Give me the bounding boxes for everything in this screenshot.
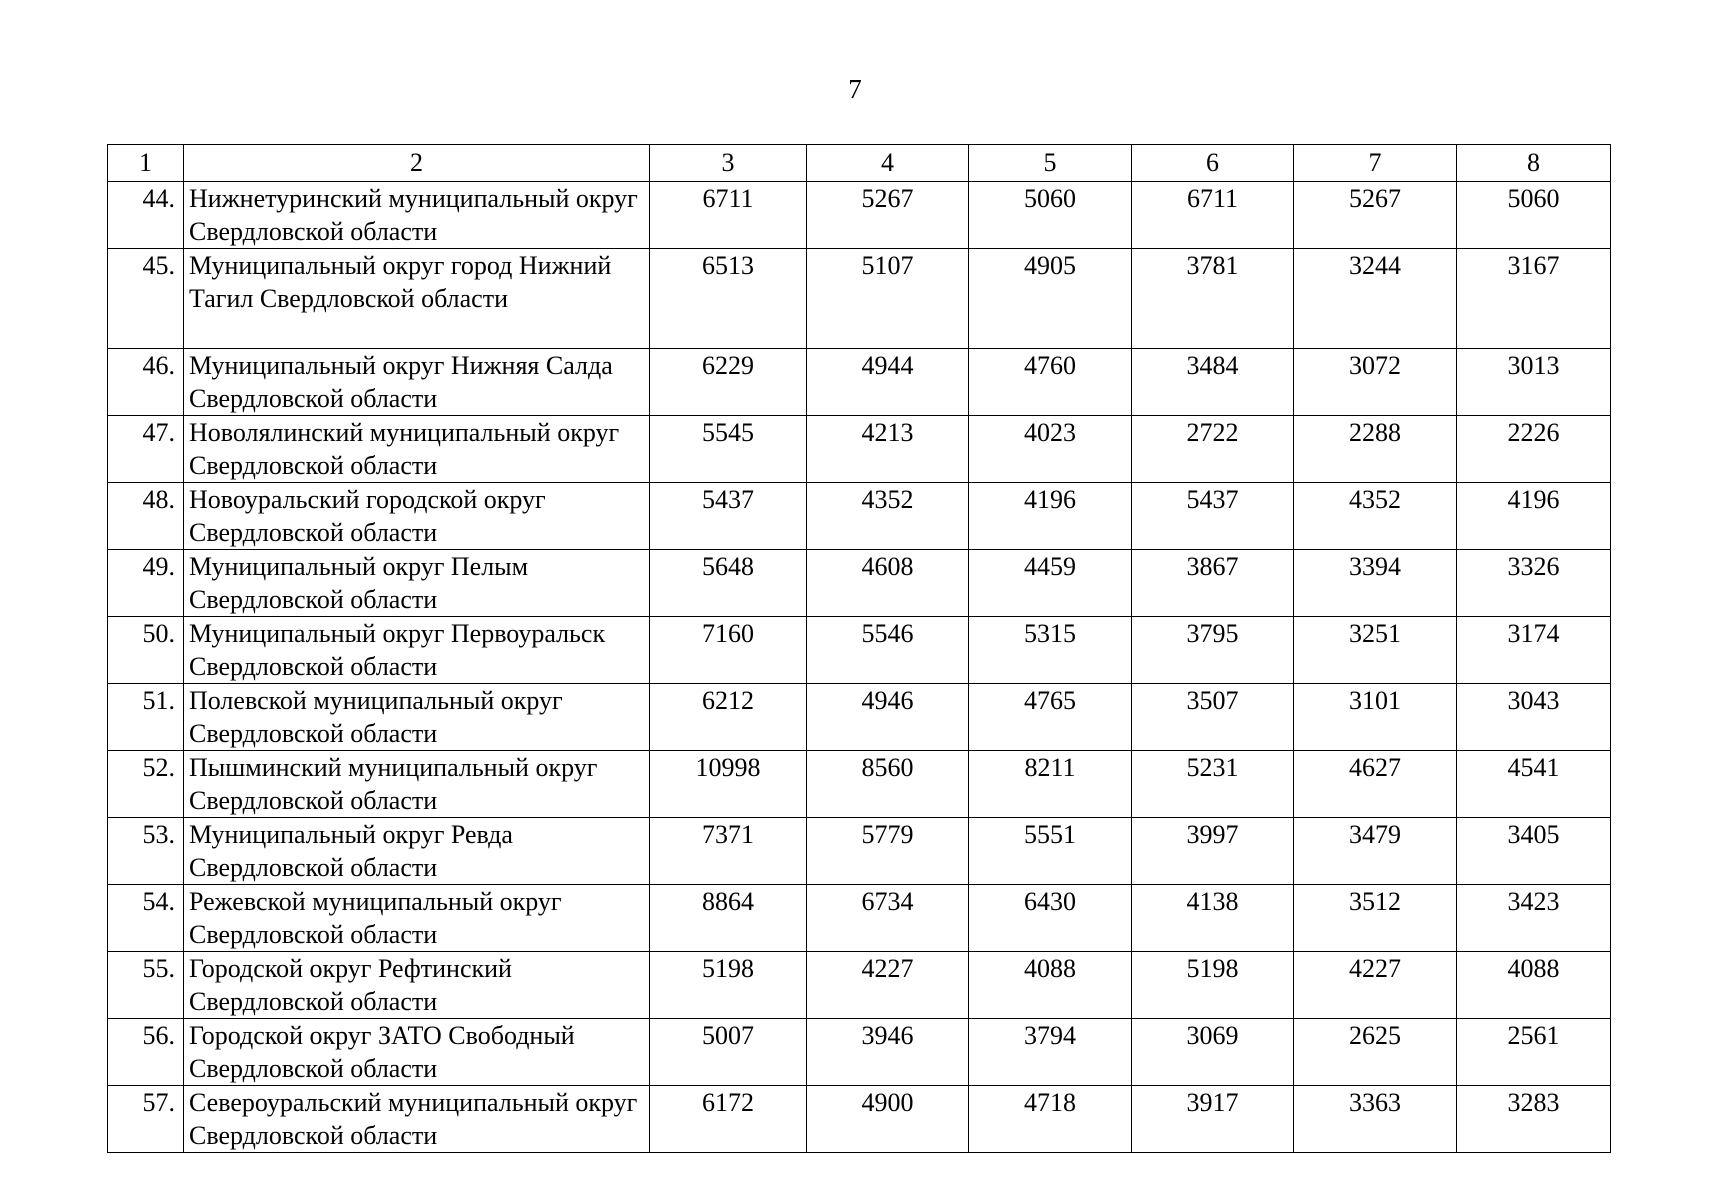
municipality-name: Новоуральский городской округ Свердловской области: [184, 483, 650, 550]
table-row: [108, 684, 1611, 751]
value-cell: 7160: [650, 617, 807, 684]
row-number: 47.: [108, 416, 184, 483]
table-header-row: [108, 145, 1611, 182]
value-cell: 3069: [1132, 1019, 1294, 1086]
column-header: 2: [184, 145, 650, 182]
row-number: 45.: [108, 249, 184, 349]
data-table: [107, 144, 1611, 1153]
value-cell: 3794: [969, 1019, 1132, 1086]
value-cell: 2625: [1294, 1019, 1457, 1086]
value-cell: 4352: [1294, 483, 1457, 550]
value-cell: 6229: [650, 349, 807, 416]
table-row: [108, 1086, 1611, 1153]
value-cell: 5779: [807, 818, 969, 885]
value-cell: 3174: [1457, 617, 1611, 684]
value-cell: 4905: [969, 249, 1132, 349]
table-row: [108, 416, 1611, 483]
value-cell: 4227: [807, 952, 969, 1019]
municipality-name: Городской округ Рефтинский Свердловской области: [184, 952, 650, 1019]
value-cell: 3867: [1132, 550, 1294, 617]
table-row: [108, 751, 1611, 818]
column-header: 5: [969, 145, 1132, 182]
value-cell: 3251: [1294, 617, 1457, 684]
value-cell: 4227: [1294, 952, 1457, 1019]
value-cell: 6711: [1132, 182, 1294, 249]
value-cell: 4760: [969, 349, 1132, 416]
value-cell: 6734: [807, 885, 969, 952]
value-cell: 4541: [1457, 751, 1611, 818]
page-number: 7: [848, 74, 862, 104]
value-cell: 4023: [969, 416, 1132, 483]
value-cell: 6513: [650, 249, 807, 349]
column-header: 8: [1457, 145, 1611, 182]
value-cell: 2226: [1457, 416, 1611, 483]
table-row: [108, 818, 1611, 885]
row-number: 52.: [108, 751, 184, 818]
value-cell: 3484: [1132, 349, 1294, 416]
municipality-name: Нижнетуринский муниципальный округ Свердловской области: [184, 182, 650, 249]
value-cell: 6430: [969, 885, 1132, 952]
table-row: [108, 349, 1611, 416]
row-number: 57.: [108, 1086, 184, 1153]
value-cell: 2288: [1294, 416, 1457, 483]
table-row: [108, 550, 1611, 617]
value-cell: 3507: [1132, 684, 1294, 751]
value-cell: 3013: [1457, 349, 1611, 416]
municipality-name: Пышминский муниципальный округ Свердловской области: [184, 751, 650, 818]
municipality-name: Городской округ ЗАТО Свободный Свердловской области: [184, 1019, 650, 1086]
value-cell: 5107: [807, 249, 969, 349]
municipality-name: Муниципальный округ Нижняя Салда Свердловской области: [184, 349, 650, 416]
value-cell: 3326: [1457, 550, 1611, 617]
row-number: 53.: [108, 818, 184, 885]
value-cell: 4196: [969, 483, 1132, 550]
value-cell: 3512: [1294, 885, 1457, 952]
table-row: [108, 249, 1611, 349]
value-cell: 4765: [969, 684, 1132, 751]
value-cell: 3479: [1294, 818, 1457, 885]
value-cell: 3405: [1457, 818, 1611, 885]
value-cell: 3244: [1294, 249, 1457, 349]
value-cell: 3043: [1457, 684, 1611, 751]
column-header: 1: [108, 145, 184, 182]
value-cell: 3167: [1457, 249, 1611, 349]
value-cell: 4213: [807, 416, 969, 483]
municipality-name: Режевской муниципальный округ Свердловской области: [184, 885, 650, 952]
value-cell: 3072: [1294, 349, 1457, 416]
municipality-name: Муниципальный округ Ревда Свердловской области: [184, 818, 650, 885]
row-number: 49.: [108, 550, 184, 617]
value-cell: 4088: [969, 952, 1132, 1019]
value-cell: 6212: [650, 684, 807, 751]
value-cell: 5060: [1457, 182, 1611, 249]
row-number: 51.: [108, 684, 184, 751]
value-cell: 2561: [1457, 1019, 1611, 1086]
value-cell: 4627: [1294, 751, 1457, 818]
value-cell: 3997: [1132, 818, 1294, 885]
value-cell: 5231: [1132, 751, 1294, 818]
municipality-name: Североуральский муниципальный округ Свердловской области: [184, 1086, 650, 1153]
municipality-name: Муниципальный округ Пелым Свердловской области: [184, 550, 650, 617]
value-cell: 6711: [650, 182, 807, 249]
table-row: [108, 182, 1611, 249]
value-cell: 4900: [807, 1086, 969, 1153]
value-cell: 5267: [1294, 182, 1457, 249]
value-cell: 5198: [1132, 952, 1294, 1019]
table-row: [108, 885, 1611, 952]
value-cell: 5437: [650, 483, 807, 550]
value-cell: 7371: [650, 818, 807, 885]
value-cell: 3283: [1457, 1086, 1611, 1153]
municipality-name: Полевской муниципальный округ Свердловской области: [184, 684, 650, 751]
value-cell: 5315: [969, 617, 1132, 684]
column-header: 7: [1294, 145, 1457, 182]
table-row: [108, 1019, 1611, 1086]
table-row: [108, 952, 1611, 1019]
row-number: 56.: [108, 1019, 184, 1086]
value-cell: 8864: [650, 885, 807, 952]
value-cell: 6172: [650, 1086, 807, 1153]
value-cell: 3946: [807, 1019, 969, 1086]
row-number: 48.: [108, 483, 184, 550]
value-cell: 5648: [650, 550, 807, 617]
value-cell: 4459: [969, 550, 1132, 617]
value-cell: 3781: [1132, 249, 1294, 349]
value-cell: 5551: [969, 818, 1132, 885]
value-cell: 4138: [1132, 885, 1294, 952]
column-header: 4: [807, 145, 969, 182]
value-cell: 4352: [807, 483, 969, 550]
value-cell: 10998: [650, 751, 807, 818]
value-cell: 5267: [807, 182, 969, 249]
value-cell: 3917: [1132, 1086, 1294, 1153]
value-cell: 8211: [969, 751, 1132, 818]
column-header: 3: [650, 145, 807, 182]
value-cell: 5007: [650, 1019, 807, 1086]
column-header: 6: [1132, 145, 1294, 182]
municipality-name: Новолялинский муниципальный округ Свердловской области: [184, 416, 650, 483]
row-number: 55.: [108, 952, 184, 1019]
table-row: [108, 483, 1611, 550]
table-row: [108, 617, 1611, 684]
value-cell: 4718: [969, 1086, 1132, 1153]
value-cell: 3423: [1457, 885, 1611, 952]
row-number: 44.: [108, 182, 184, 249]
value-cell: 4088: [1457, 952, 1611, 1019]
row-number: 54.: [108, 885, 184, 952]
value-cell: 4946: [807, 684, 969, 751]
municipality-name: Муниципальный округ город Нижний Тагил Свердловской области: [184, 249, 650, 349]
value-cell: 5545: [650, 416, 807, 483]
value-cell: 4196: [1457, 483, 1611, 550]
value-cell: 5546: [807, 617, 969, 684]
value-cell: 5198: [650, 952, 807, 1019]
value-cell: 4608: [807, 550, 969, 617]
value-cell: 5060: [969, 182, 1132, 249]
value-cell: 4944: [807, 349, 969, 416]
value-cell: 8560: [807, 751, 969, 818]
value-cell: 5437: [1132, 483, 1294, 550]
value-cell: 3795: [1132, 617, 1294, 684]
value-cell: 2722: [1132, 416, 1294, 483]
value-cell: 3101: [1294, 684, 1457, 751]
row-number: 50.: [108, 617, 184, 684]
value-cell: 3363: [1294, 1086, 1457, 1153]
value-cell: 3394: [1294, 550, 1457, 617]
municipality-name: Муниципальный округ Первоуральск Свердловской области: [184, 617, 650, 684]
row-number: 46.: [108, 349, 184, 416]
